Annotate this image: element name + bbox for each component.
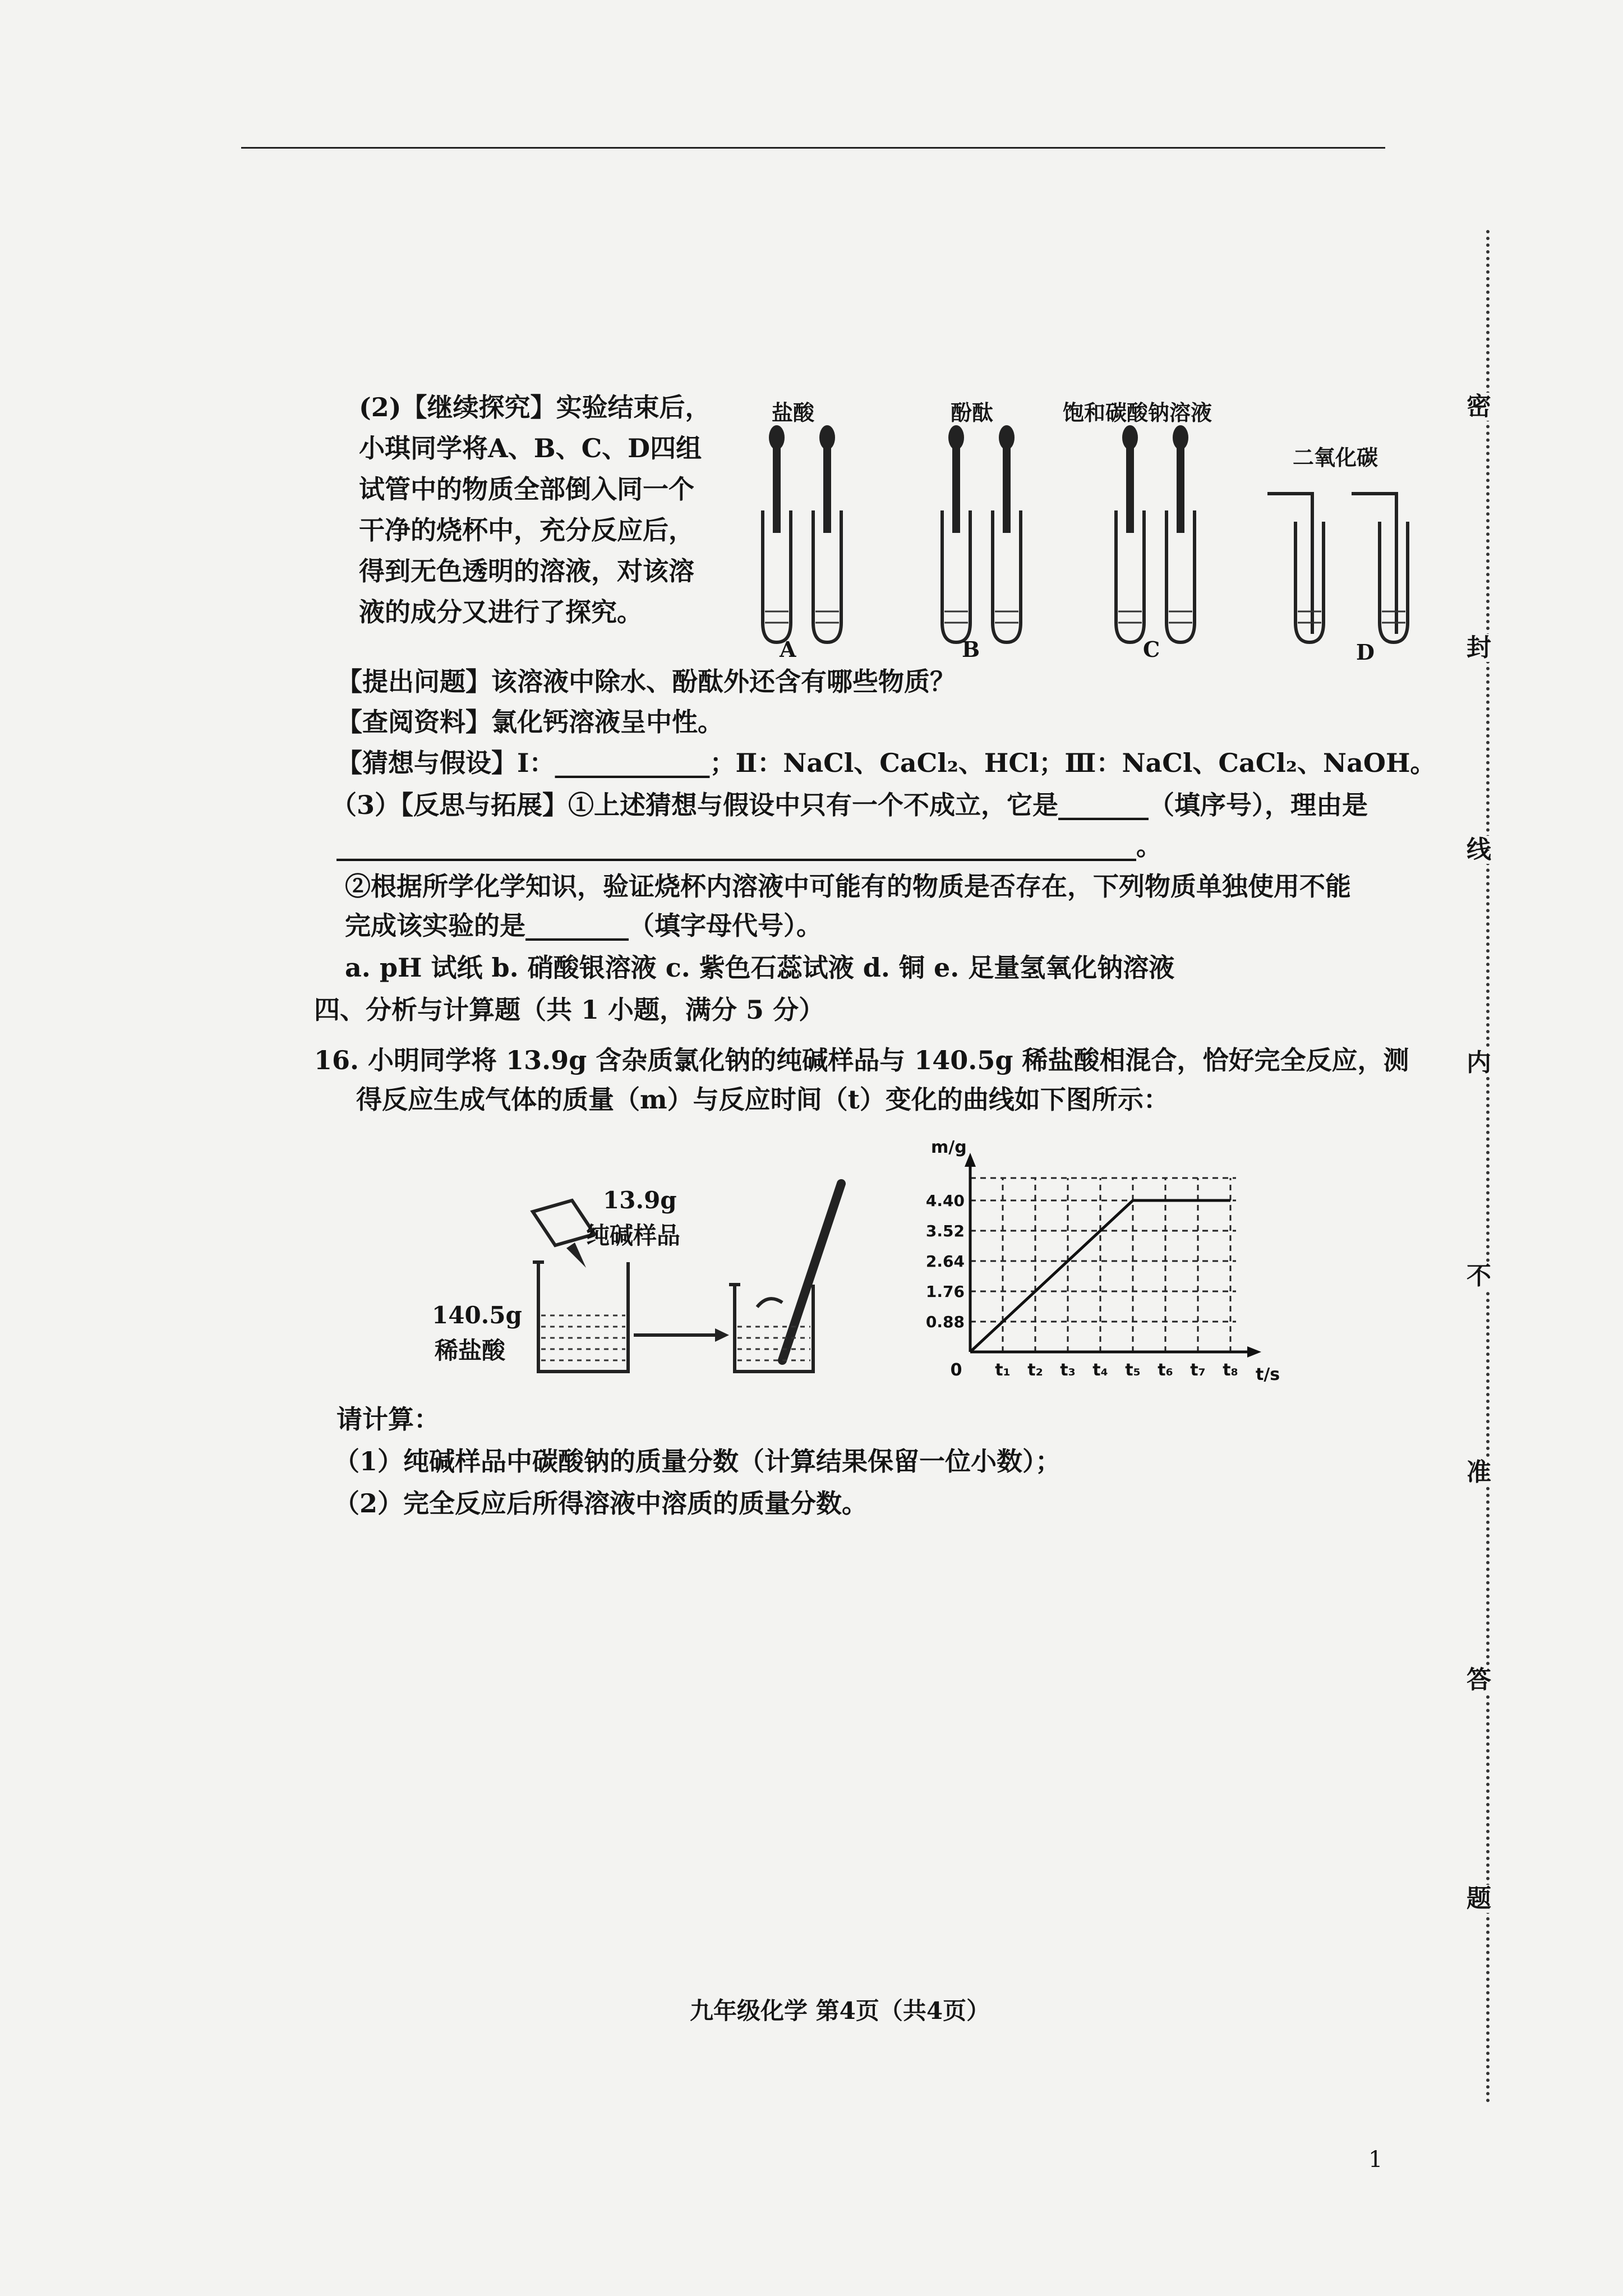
seal-char: 准: [1467, 1458, 1491, 1487]
acid-name-label: 稀盐酸: [435, 1337, 506, 1364]
x-tick-label: t₄: [1092, 1360, 1108, 1380]
seal-dotted-line: [1486, 230, 1490, 2104]
part2-line: （2）完全反应后所得溶液中溶质的质量分数。: [334, 1488, 868, 1519]
seal-char: 不: [1467, 1262, 1491, 1290]
x-tick-label: t₂: [1027, 1360, 1043, 1380]
y-axis-label: m/g: [931, 1138, 967, 1157]
tube-label-a: A: [780, 637, 796, 662]
y-tick-label: 4.40: [925, 1191, 965, 1210]
question-line: 【提出问题】该溶液中除水、酚酞外还含有哪些物质？: [336, 666, 956, 697]
seal-char: 内: [1467, 1048, 1491, 1077]
part1-line: （1）纯碱样品中碳酸钠的质量分数（计算结果保留一位小数）；: [334, 1446, 1062, 1476]
seal-char: 线: [1467, 835, 1491, 864]
acid-mass-label: 140.5g: [432, 1301, 522, 1329]
reagent-label-na2co3: 饱和碳酸钠溶液: [1063, 400, 1212, 425]
reagent-label-co2: 二氧化碳: [1293, 445, 1378, 470]
ask-line: 请计算：: [336, 1404, 440, 1434]
seal-char: 封: [1467, 633, 1491, 662]
info-line: 【查阅资料】氯化钙溶液呈中性。: [336, 707, 723, 737]
seal-char: 密: [1467, 392, 1491, 421]
tube-label-c: C: [1143, 637, 1160, 662]
y-tick-label: 1.76: [925, 1282, 965, 1301]
q3-line1: （3）【反思与拓展】①上述猜想与假设中只有一个不成立，它是_______（填序号），理由是: [331, 790, 1368, 820]
x-axis-arrow: [1247, 1346, 1261, 1358]
q16-line1: 16. 小明同学将 13.9g 含杂质氯化钠的纯碱样品与 140.5g 稀盐酸相混合，恰好完全反应，测: [314, 1045, 1409, 1075]
x-tick-label: t₁: [995, 1360, 1011, 1380]
q2-intro: (2)【继续探究】实验结束后，小琪同学将A、B、C、D四组试管中的物质全部倒入同一个干净的烧杯中，充分反应后，得到无色透明的溶液，对该溶液的成分又进行了探究。: [359, 392, 711, 627]
seal-char: 答: [1467, 1665, 1491, 1694]
q16-line2: 得反应生成气体的质量（m）与反应时间（t）变化的曲线如下图所示：: [356, 1084, 1169, 1115]
x-tick-label: t₅: [1125, 1360, 1141, 1380]
seal-char: 题: [1467, 1884, 1491, 1913]
x-tick-label: t₈: [1223, 1360, 1238, 1380]
q3-options: a. pH 试纸 b. 硝酸银溶液 c. 紫色石蕊试液 d. 铜 e. 足量氢氧化钠溶液: [345, 953, 1175, 983]
sample-mass-label: 13.9g: [603, 1186, 677, 1214]
x-tick-label: 0: [950, 1360, 962, 1380]
y-tick-label: 2.64: [925, 1252, 965, 1271]
q3-line4: 完成该实验的是________（填字母代号）。: [345, 910, 822, 941]
x-axis-label: t/s: [1256, 1365, 1280, 1384]
tube-label-b: B: [962, 637, 980, 662]
x-tick-label: t₇: [1190, 1360, 1206, 1380]
q3-line2: ______________________________________________________________。: [336, 831, 1162, 861]
q3-line3: ②根据所学化学知识，验证烧杯内溶液中可能有的物质是否存在，下列物质单独使用不能: [345, 871, 1351, 901]
reagent-label-hcl: 盐酸: [772, 400, 815, 425]
y-tick-label: 0.88: [925, 1313, 965, 1331]
x-tick-label: t₆: [1158, 1360, 1173, 1380]
y-tick-label: 3.52: [925, 1222, 965, 1240]
sample-name-label: 纯碱样品: [586, 1222, 681, 1249]
x-tick-label: t₃: [1060, 1360, 1076, 1380]
page-footer: 九年级化学 第4页（共4页）: [690, 1997, 990, 2024]
header-rule: [241, 147, 1385, 149]
page-number: 1: [1368, 2147, 1383, 2173]
mass-time-chart: [897, 1128, 1290, 1397]
reagent-label-phenolphthalein: 酚酞: [951, 400, 994, 425]
hypothesis-line: 【猜想与假设】Ⅰ：____________；Ⅱ：NaCl、CaCl₂、HCl；Ⅲ：NaCl、CaCl₂、NaOH。: [336, 748, 1436, 778]
section-title: 四、分析与计算题（共 1 小题，满分 5 分）: [314, 995, 825, 1025]
tube-label-d: D: [1356, 639, 1375, 665]
